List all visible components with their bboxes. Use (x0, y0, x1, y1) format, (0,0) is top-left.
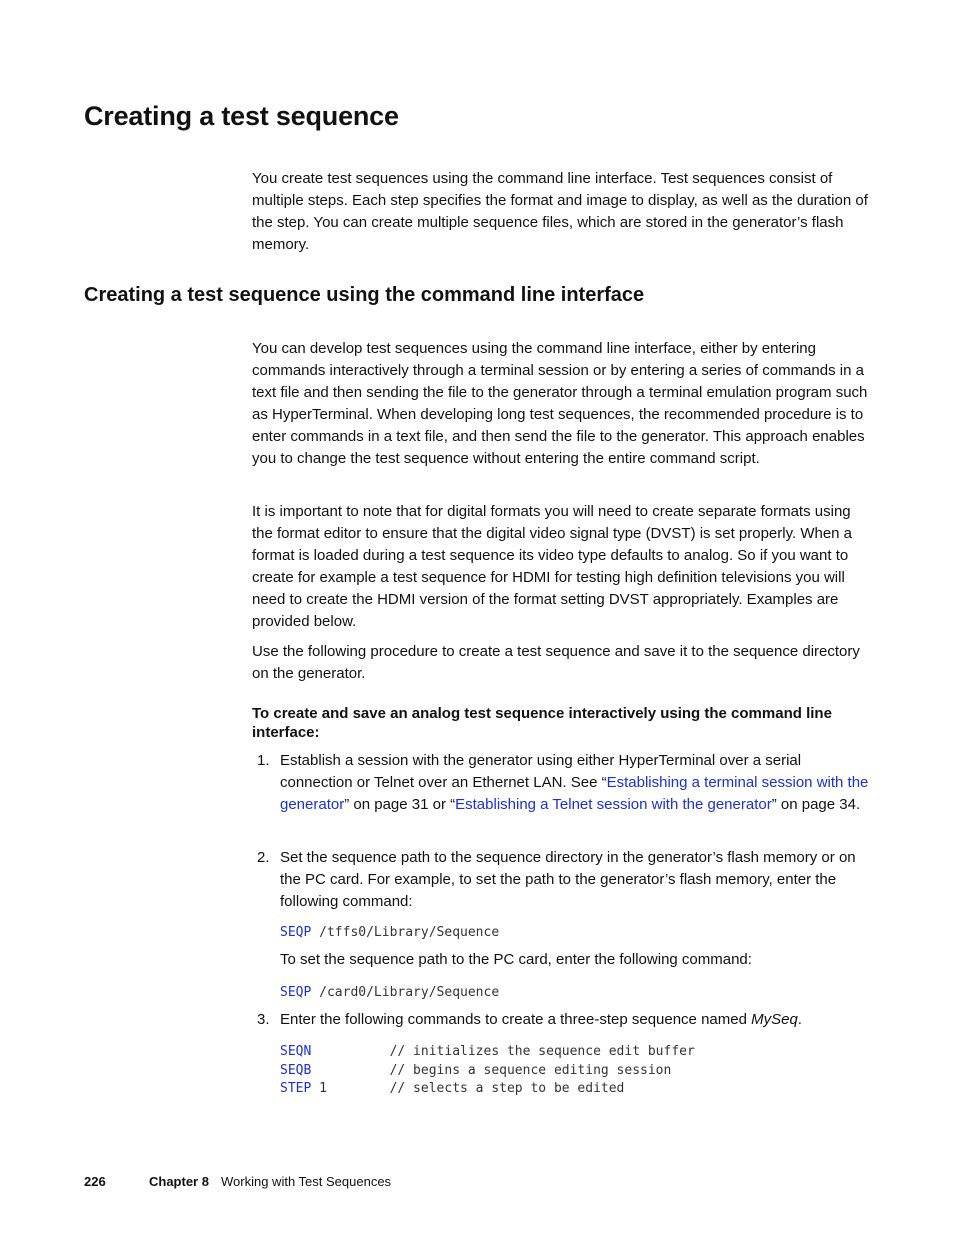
step-3-text (280, 1009, 874, 1031)
code-keyword: SEQP (280, 985, 312, 1000)
page-number: 226 (84, 1174, 106, 1189)
code-keyword: SEQN (280, 1044, 312, 1059)
page-title: Creating a test sequence (84, 101, 399, 131)
paragraph-2: It is important to note that for digital formats you will need to create separate formats using the format editor to ensure that the digital video signal type (DVST) is set properly. When a format is loaded during a test sequence its video type defaults to analog. So if you want to create for example a test sequence for HDMI for testing high definition televisions you will need to create the HDMI version of the format setting DVST appropriately. Examples are provided below. (252, 503, 853, 630)
step-3-text-a: Enter the following commands to create a three-step sequence named (280, 1011, 752, 1028)
step-2-text: Set the sequence path to the sequence directory in the generator’s flash memory or on the PC card. For example, to set the path to the generator’s flash memory, enter the following command: (280, 849, 856, 910)
chapter-title: Working with Test Sequences (221, 1174, 392, 1189)
step-1-text-c: ” on page 34. (771, 796, 861, 813)
code-comment: // begins a sequence editing session (311, 1062, 672, 1078)
paragraph-1: You can develop test sequences using the command line interface, either by entering commands interactively through a terminal session or by entering a series of commands in a text file and then sending the file to the generator through a terminal emulation program such as HyperTerminal. When developing long test sequences, the recommended procedure is to enter commands in a text file, and then send the file to the generator. This approach enables you to change the test sequence without entering the entire command script. (252, 340, 868, 467)
code-seqp-card (280, 984, 499, 1003)
code-keyword: STEP (280, 1081, 312, 1096)
intro-paragraph: You create test sequences using the command line interface. Test sequences consist of multiple steps. Each step specifies the format and image to display, as well as the duration of the step. You can create multiple sequence files, which are stored in the generator’s flash memory. (252, 170, 868, 253)
code-comment: // initializes the sequence edit buffer (311, 1044, 695, 1059)
link-telnet-session[interactable]: Establishing a Telnet session with the generator (455, 796, 772, 813)
chapter-label: Chapter 8 (149, 1174, 209, 1189)
step-1-text (280, 750, 874, 816)
code-keyword: SEQP (280, 925, 312, 940)
code-keyword: SEQB (280, 1062, 312, 1078)
procedure-heading: To create and save an analog test sequence interactively using the command line interface: (252, 705, 832, 741)
sequence-name: MySeq (751, 1011, 798, 1028)
code-comment: 1 // selects a step to be edited (311, 1081, 625, 1096)
link-terminal-session[interactable]: Establishing a terminal session with the generator (280, 774, 869, 813)
code-argument: /card0/Library/Sequence (311, 985, 500, 1000)
section-title: Creating a test sequence using the command line interface (84, 284, 645, 306)
code-block-sequence (280, 1043, 695, 1099)
paragraph-3: Use the following procedure to create a test sequence and save it to the sequence directory on the generator. (252, 643, 860, 682)
step-1-text-b: ” on page 31 or “ (344, 796, 456, 813)
step-2-text-2: To set the sequence path to the PC card, enter the following command: (280, 951, 752, 968)
step-2-number: 2. (257, 849, 270, 866)
step-1-number: 1. (257, 752, 270, 769)
step-3-number: 3. (257, 1011, 270, 1028)
step-3-text-b: . (797, 1011, 802, 1028)
code-seqp-flash (280, 924, 499, 943)
code-argument: /tffs0/Library/Sequence (311, 925, 500, 940)
step-1-text-a: Establish a session with the generator using either HyperTerminal over a serial connection or Telnet over an Ethernet LAN. See “ (280, 752, 802, 791)
